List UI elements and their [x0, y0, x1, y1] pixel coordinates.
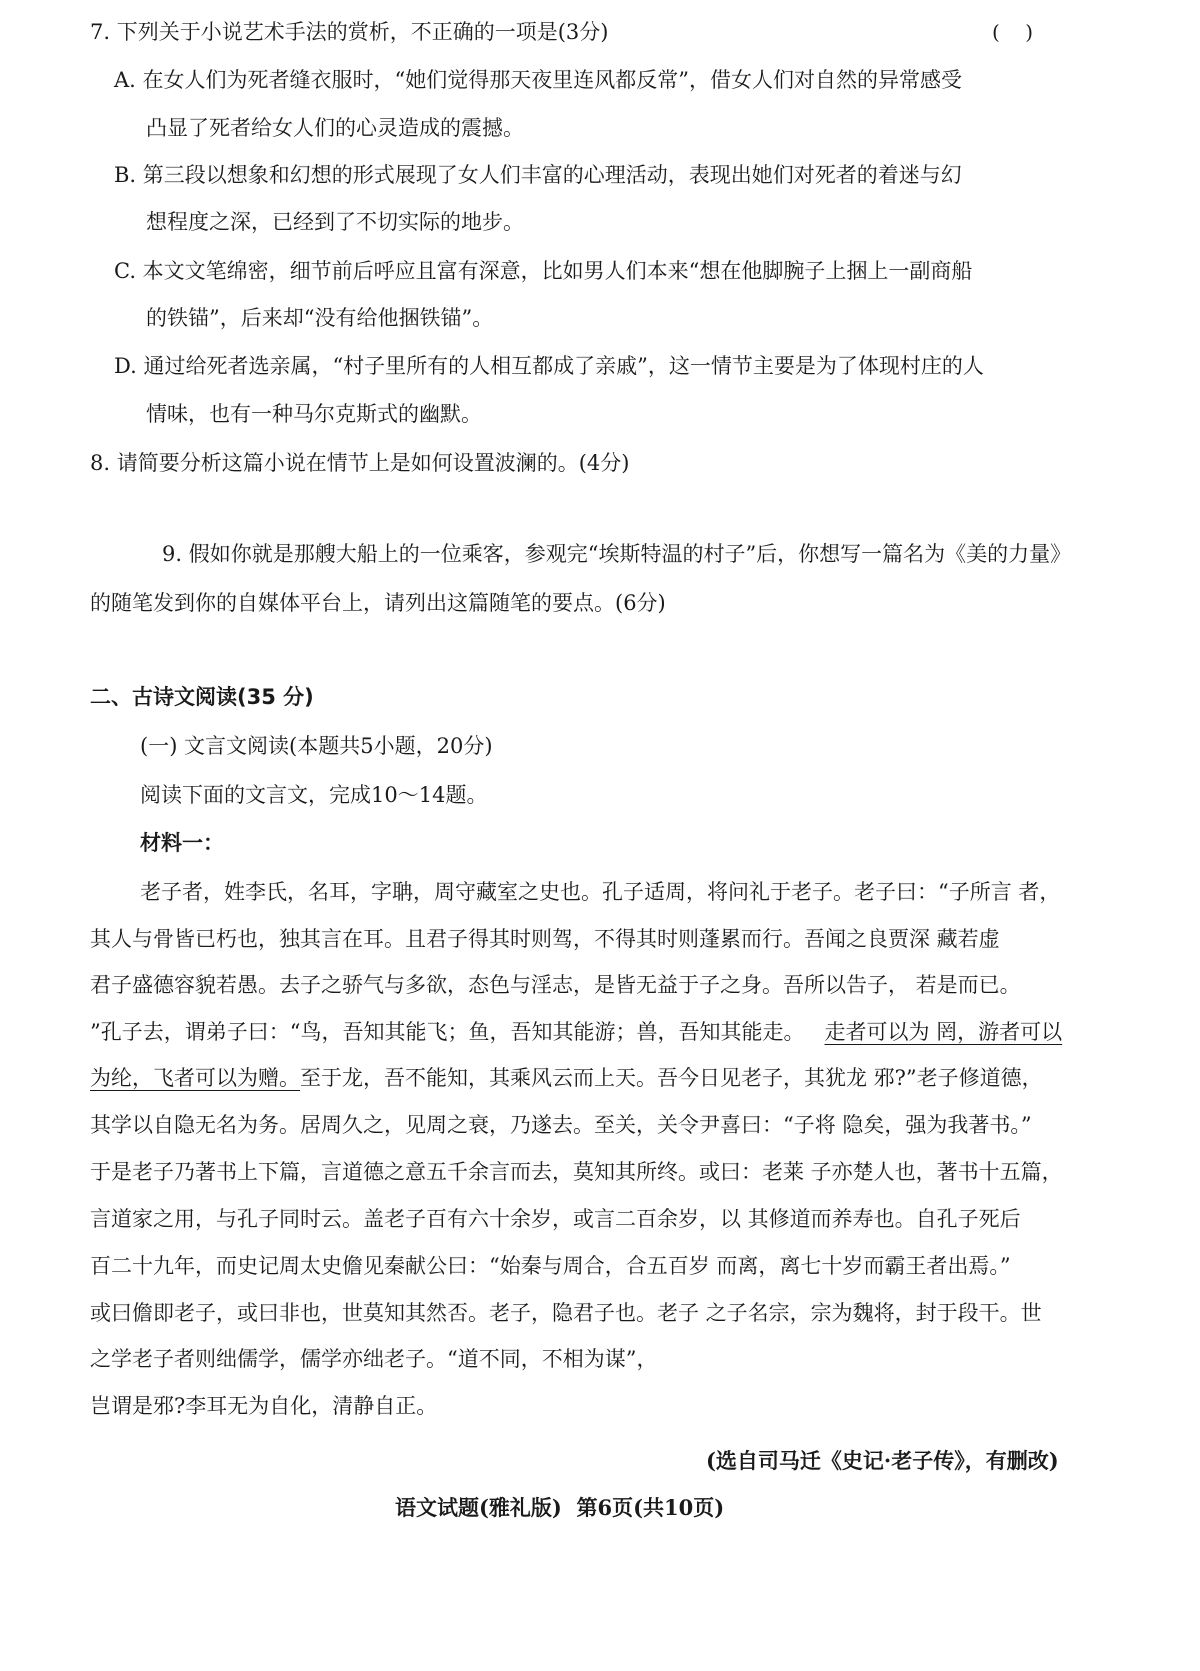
page-footer: 语文试题(雅礼版) 第6页(共10页): [395, 1495, 725, 1520]
section2-subsection: (一) 文言文阅读(本题共5小题，20分): [140, 734, 493, 758]
passage-line-6: 其学以自隐无名为务。居周久之，见周之衰，乃遂去。至关，关令尹喜曰：“子将 隐矣，强为我著书。”: [90, 1113, 1032, 1137]
q7-option-b-line2: 想程度之深，已经到了不切实际的地步。: [146, 210, 524, 234]
q7-option-c-line1: C. 本文文笔绵密，细节前后呼应且富有深意，比如男人们本来“想在他脚腕子上捆上一副商船: [114, 259, 973, 283]
passage-line-3: 君子盛德容貌若愚。去子之骄气与多欲，态色与淫志，是皆无益于子之身。吾所以告子， 若是而已。: [90, 973, 1021, 997]
q7-answer-blank: ( ): [992, 20, 1034, 44]
q7-stem: 7. 下列关于小说艺术手法的赏析，不正确的一项是(3分): [90, 20, 609, 44]
passage-line-10: 或曰儋即老子，或曰非也，世莫知其然否。老子，隐君子也。老子 之子名宗，宗为魏将，封于段干。世: [90, 1301, 1042, 1325]
passage-line-5: [90, 1068, 1043, 1089]
q7-option-d-line1: D. 通过给死者选亲属，“村子里所有的人相互都成了亲戚”，这一情节主要是为了体现村庄的人: [114, 354, 984, 378]
passage-line-1: 老子者，姓李氏，名耳，字聃，周守藏室之史也。孔子适周，将问礼于老子。老子曰：“子所言 者，: [140, 880, 1061, 904]
q9-line1: 9. 假如你就是那艘大船上的一位乘客，参观完“埃斯特温的村子”后，你想写一篇名为《美的力量》: [162, 542, 1072, 566]
section2-instruction: 阅读下面的文言文，完成10～14题。: [140, 783, 488, 807]
q7-option-c-line2: 的铁锚”，后来却“没有给他捆铁锚”。: [146, 306, 494, 330]
q7-option-a-line2: 凸显了死者给女人们的心灵造成的震撼。: [146, 116, 524, 140]
passage-line-8: 言道家之用，与孔子同时云。盖老子百有六十余岁，或言二百余岁，以 其修道而养寿也。自孔子死后: [90, 1207, 1021, 1231]
passage-source: (选自司马迁《史记·老子传》，有删改): [706, 1448, 1059, 1473]
passage-line-11: 之学老子者则绌儒学，儒学亦绌老子。“道不同，不相为谋”，: [90, 1347, 658, 1371]
passage-line-5-text: 至于龙，吾不能知，其乘风云而上天。吾今日见老子，其犹龙 邪?”老子修道德，: [300, 1066, 1043, 1090]
passage-line-2: 其人与骨皆已朽也，独其言在耳。且君子得其时则驾，不得其时则蓬累而行。吾闻之良贾深 藏若虚: [90, 927, 1000, 951]
passage-line-12: 岂谓是邪?李耳无为自化，清静自正。: [90, 1394, 438, 1418]
q7-option-b-line1: B. 第三段以想象和幻想的形式展现了女人们丰富的心理活动，表现出她们对死者的着迷与幻: [114, 163, 962, 187]
passage-line-7: 于是老子乃著书上下篇，言道德之意五千余言而去，莫知其所终。或曰：老莱 子亦楚人也，著书十五篇，: [90, 1160, 1063, 1184]
passage-line-9: 百二十九年，而史记周太史儋见秦献公曰：“始秦与周合，合五百岁 而离，离七十岁而霸王者出焉。”: [90, 1254, 1011, 1278]
material-title: 材料一：: [140, 831, 224, 855]
q8-stem: 8. 请简要分析这篇小说在情节上是如何设置波澜的。(4分): [90, 451, 630, 475]
q9-line2: 的随笔发到你的自媒体平台上，请列出这篇随笔的要点。(6分): [90, 591, 666, 615]
underlined-sentence-part2: 为纶，飞者可以为赠。: [90, 1066, 300, 1090]
q7-option-d-line2: 情味，也有一种马尔克斯式的幽默。: [146, 402, 482, 426]
passage-line-4-text: ”孔子去，谓弟子曰：“鸟，吾知其能飞；鱼，吾知其能游；兽，吾知其能走。: [90, 1020, 805, 1044]
section2-title: 二、古诗文阅读(35 分): [90, 685, 314, 709]
q7-option-a-line1: A. 在女人们为死者缝衣服时，“她们觉得那天夜里连风都反常”，借女人们对自然的异常感受: [114, 68, 962, 92]
passage-line-4: [90, 1022, 1062, 1043]
underlined-sentence-part1: 走者可以为 罔，游者可以: [824, 1020, 1063, 1044]
